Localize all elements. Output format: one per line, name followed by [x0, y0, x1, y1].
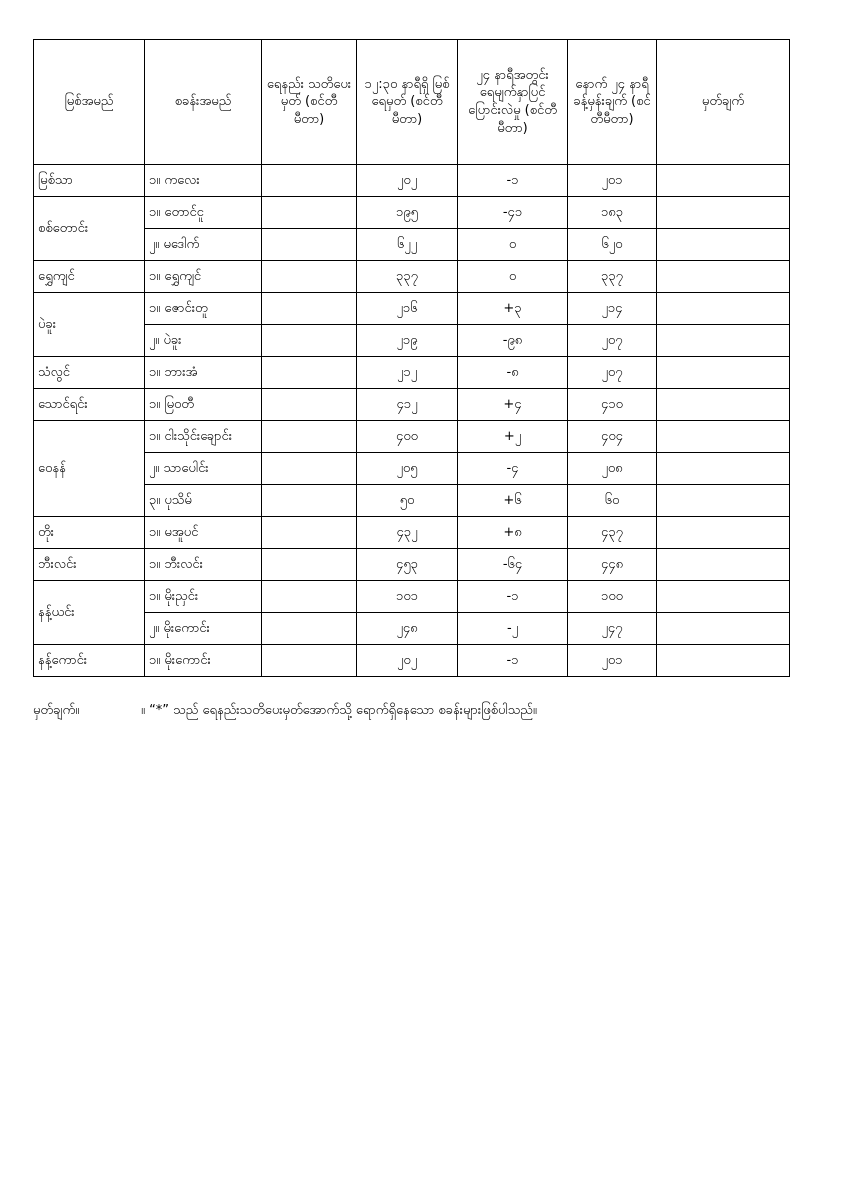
change-cell: +၄ — [458, 389, 568, 421]
water-level-cell: ၂၀၂ — [357, 165, 458, 197]
station-name-cell: ၁။ မိုးကောင်း — [145, 645, 262, 677]
remark-cell — [657, 421, 790, 453]
station-name-cell: ၁။ တောင်ငူ — [145, 197, 262, 229]
forecast-cell: ၂၁၄ — [568, 293, 657, 325]
change-cell: ၀ — [458, 229, 568, 261]
station-name-cell: ၁။ ဇောင်းတူ — [145, 293, 262, 325]
change-cell: -၄ — [458, 453, 568, 485]
station-name-cell: ၁။ မအူပင် — [145, 517, 262, 549]
river-name-cell: တိုး — [34, 517, 145, 549]
forecast-cell: ၆၂၀ — [568, 229, 657, 261]
river-name-cell: စစ်တောင်း — [34, 197, 145, 261]
river-name-cell: ရွှေကျင် — [34, 261, 145, 293]
change-cell: +၈ — [458, 517, 568, 549]
remark-cell — [657, 645, 790, 677]
danger-level-cell — [262, 197, 357, 229]
remark-cell — [657, 389, 790, 421]
remark-cell — [657, 229, 790, 261]
danger-level-cell — [262, 229, 357, 261]
station-name-cell: ၂။ ပဲခူး — [145, 325, 262, 357]
change-cell: -၈ — [458, 357, 568, 389]
table-row — [34, 421, 790, 453]
remark-cell — [657, 517, 790, 549]
forecast-cell: ၁၈၃ — [568, 197, 657, 229]
change-cell: -၁ — [458, 165, 568, 197]
river-name-cell: မြစ်သာ — [34, 165, 145, 197]
header-station-name: စခန်းအမည် — [145, 40, 262, 165]
danger-level-cell — [262, 581, 357, 613]
danger-level-cell — [262, 421, 357, 453]
river-name-cell: သောင်ရင်း — [34, 389, 145, 421]
footnote-label: မှတ်ချက်။ — [33, 703, 80, 718]
table-row — [34, 197, 790, 229]
water-level-cell: ၂၄၈ — [357, 613, 458, 645]
table-row — [34, 485, 790, 517]
header-river-name: မြစ်အမည် — [34, 40, 145, 165]
station-name-cell: ၃။ ပုသိမ် — [145, 485, 262, 517]
water-level-cell: ၅၀ — [357, 485, 458, 517]
table-row — [34, 325, 790, 357]
danger-level-cell — [262, 549, 357, 581]
forecast-cell: ၄၁၀ — [568, 389, 657, 421]
header-24h-change: ၂၄ နာရီအတွင်း ရေမျက်နှာပြင် ပြောင်းလဲမှု (စင်တီမီတာ) — [458, 40, 568, 165]
table-row — [34, 389, 790, 421]
table-row — [34, 613, 790, 645]
danger-level-cell — [262, 453, 357, 485]
remark-cell — [657, 581, 790, 613]
forecast-cell: ၂၀၁ — [568, 645, 657, 677]
forecast-cell: ၄၃၇ — [568, 517, 657, 549]
water-level-cell: ၆၂၂ — [357, 229, 458, 261]
water-level-cell: ၄၅၃ — [357, 549, 458, 581]
table-row — [34, 165, 790, 197]
header-danger-level: ရေနည်း သတိပေးမှတ် (စင်တီမီတာ) — [262, 40, 357, 165]
water-level-cell: ၄၀၀ — [357, 421, 458, 453]
danger-level-cell — [262, 613, 357, 645]
danger-level-cell — [262, 325, 357, 357]
river-name-cell: နန့်ယင်း — [34, 581, 145, 645]
forecast-cell: ၄၄၈ — [568, 549, 657, 581]
remark-cell — [657, 197, 790, 229]
station-name-cell: ၂။ မဒေါက် — [145, 229, 262, 261]
water-level-cell: ၁၉၅ — [357, 197, 458, 229]
footnote-text: ။ “*” သည် ရေနည်းသတိပေးမှတ်အောက်သို့ ရောက်ရှိနေသော စခန်းများဖြစ်ပါသည်။ — [141, 703, 537, 718]
danger-level-cell — [262, 165, 357, 197]
water-level-cell: ၁၀၁ — [357, 581, 458, 613]
danger-level-cell — [262, 293, 357, 325]
forecast-cell: ၂၀၇ — [568, 357, 657, 389]
change-cell: ၀ — [458, 261, 568, 293]
remark-cell — [657, 613, 790, 645]
water-level-cell: ၂၀၂ — [357, 645, 458, 677]
remark-cell — [657, 453, 790, 485]
remark-cell — [657, 485, 790, 517]
station-name-cell: ၂။ မိုးကောင်း — [145, 613, 262, 645]
station-name-cell: ၁။ မိုးညှင်း — [145, 581, 262, 613]
river-name-cell: ပဲခူး — [34, 293, 145, 357]
danger-level-cell — [262, 261, 357, 293]
change-cell: -၆၄ — [458, 549, 568, 581]
water-level-cell: ၄၁၂ — [357, 389, 458, 421]
table-row — [34, 453, 790, 485]
table-row — [34, 581, 790, 613]
remark-cell — [657, 261, 790, 293]
remark-cell — [657, 325, 790, 357]
change-cell: -၁ — [458, 645, 568, 677]
change-cell: +၂ — [458, 421, 568, 453]
table-row — [34, 517, 790, 549]
table-row — [34, 645, 790, 677]
water-level-cell: ၂၁၆ — [357, 293, 458, 325]
station-name-cell: ၁။ ရွှေကျင် — [145, 261, 262, 293]
change-cell: +၃ — [458, 293, 568, 325]
table-row — [34, 261, 790, 293]
river-name-cell: ဝေနန် — [34, 421, 145, 517]
remark-cell — [657, 549, 790, 581]
water-level-cell: ၂၁၉ — [357, 325, 458, 357]
water-level-cell: ၂၀၅ — [357, 453, 458, 485]
danger-level-cell — [262, 517, 357, 549]
header-forecast: နောက် ၂၄ နာရီ ခန့်မှန်းချက် (စင်တီမီတာ) — [568, 40, 657, 165]
forecast-cell: ၂၀၈ — [568, 453, 657, 485]
river-name-cell: ဘီးလင်း — [34, 549, 145, 581]
forecast-cell: ၁၀၀ — [568, 581, 657, 613]
water-level-cell: ၄၃၂ — [357, 517, 458, 549]
station-name-cell: ၁။ ဘားအံ — [145, 357, 262, 389]
danger-level-cell — [262, 485, 357, 517]
table-body — [34, 165, 790, 677]
station-name-cell: ၂။ သာပေါင်း — [145, 453, 262, 485]
change-cell: -၄၁ — [458, 197, 568, 229]
table-row — [34, 549, 790, 581]
forecast-cell: ၆၀ — [568, 485, 657, 517]
forecast-cell: ၃၃၇ — [568, 261, 657, 293]
table-header-row — [34, 40, 790, 165]
table-row — [34, 229, 790, 261]
danger-level-cell — [262, 357, 357, 389]
forecast-cell: ၂၀၇ — [568, 325, 657, 357]
change-cell: -၂ — [458, 613, 568, 645]
footnote — [33, 702, 793, 721]
river-name-cell: နန့်ကောင်း — [34, 645, 145, 677]
station-name-cell: ၁။ ငါးသိုင်းချောင်း — [145, 421, 262, 453]
station-name-cell: ၁။ ကလေး — [145, 165, 262, 197]
header-remarks: မှတ်ချက် — [657, 40, 790, 165]
forecast-cell: ၂၄၇ — [568, 613, 657, 645]
water-level-cell: ၃၃၇ — [357, 261, 458, 293]
station-name-cell: ၁။ မြဝတီ — [145, 389, 262, 421]
forecast-cell: ၄၀၄ — [568, 421, 657, 453]
change-cell: +၆ — [458, 485, 568, 517]
remark-cell — [657, 293, 790, 325]
forecast-cell: ၂၀၁ — [568, 165, 657, 197]
danger-level-cell — [262, 645, 357, 677]
table-row — [34, 293, 790, 325]
remark-cell — [657, 357, 790, 389]
water-level-cell: ၂၁၂ — [357, 357, 458, 389]
danger-level-cell — [262, 389, 357, 421]
header-water-level: ၁၂:၃၀ နာရီရှိ မြစ်ရေမှတ် (စင်တီမီတာ) — [357, 40, 458, 165]
change-cell: -၉၈ — [458, 325, 568, 357]
table-row — [34, 357, 790, 389]
remark-cell — [657, 165, 790, 197]
station-name-cell: ၁။ ဘီးလင်း — [145, 549, 262, 581]
river-name-cell: သံလွင် — [34, 357, 145, 389]
river-level-table — [33, 39, 790, 677]
change-cell: -၁ — [458, 581, 568, 613]
